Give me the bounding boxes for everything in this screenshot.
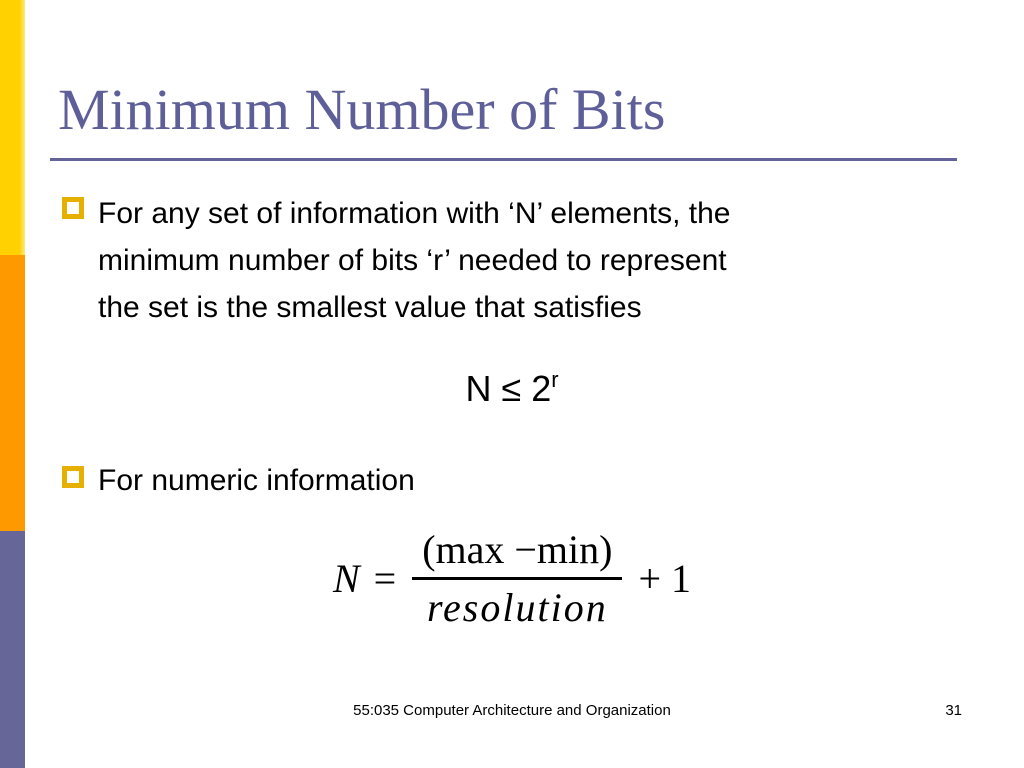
formula-n-le-2r (0, 368, 1024, 410)
footer-page-number: 31 (945, 702, 962, 719)
square-bullet-icon (62, 197, 84, 219)
footer-course-title: 55:035 Computer Architecture and Organization (353, 702, 671, 719)
slide-title: Minimum Number of Bits (58, 77, 666, 142)
formula-base: N ≤ 2 (465, 368, 552, 409)
equation-equals-sign: = (373, 556, 397, 601)
bullet-text (98, 457, 968, 504)
equation-plus-one: + 1 (638, 556, 692, 601)
title-underline-rule (50, 158, 957, 161)
equation-fraction (412, 526, 622, 631)
bullet-text-line: the set is the smallest value that satisfies (98, 291, 642, 324)
slide-footer (0, 702, 1024, 719)
equation-n-max-min-resolution (0, 526, 1024, 631)
equation-denominator: resolution (426, 585, 608, 630)
bullet-text-line: For numeric information (98, 464, 415, 497)
equation-lhs: N (332, 556, 360, 601)
left-accent-bar-yellow (0, 0, 25, 255)
equation-numerator: (max −min) (412, 526, 622, 580)
square-bullet-icon (62, 466, 84, 488)
formula-superscript-r: r (551, 367, 559, 392)
bullet-text-line: minimum number of bits ‘r’ needed to represent (98, 244, 727, 277)
bullet-text (98, 190, 968, 331)
bullet-text-line: For any set of information with ‘N’ elements, the (98, 197, 731, 230)
